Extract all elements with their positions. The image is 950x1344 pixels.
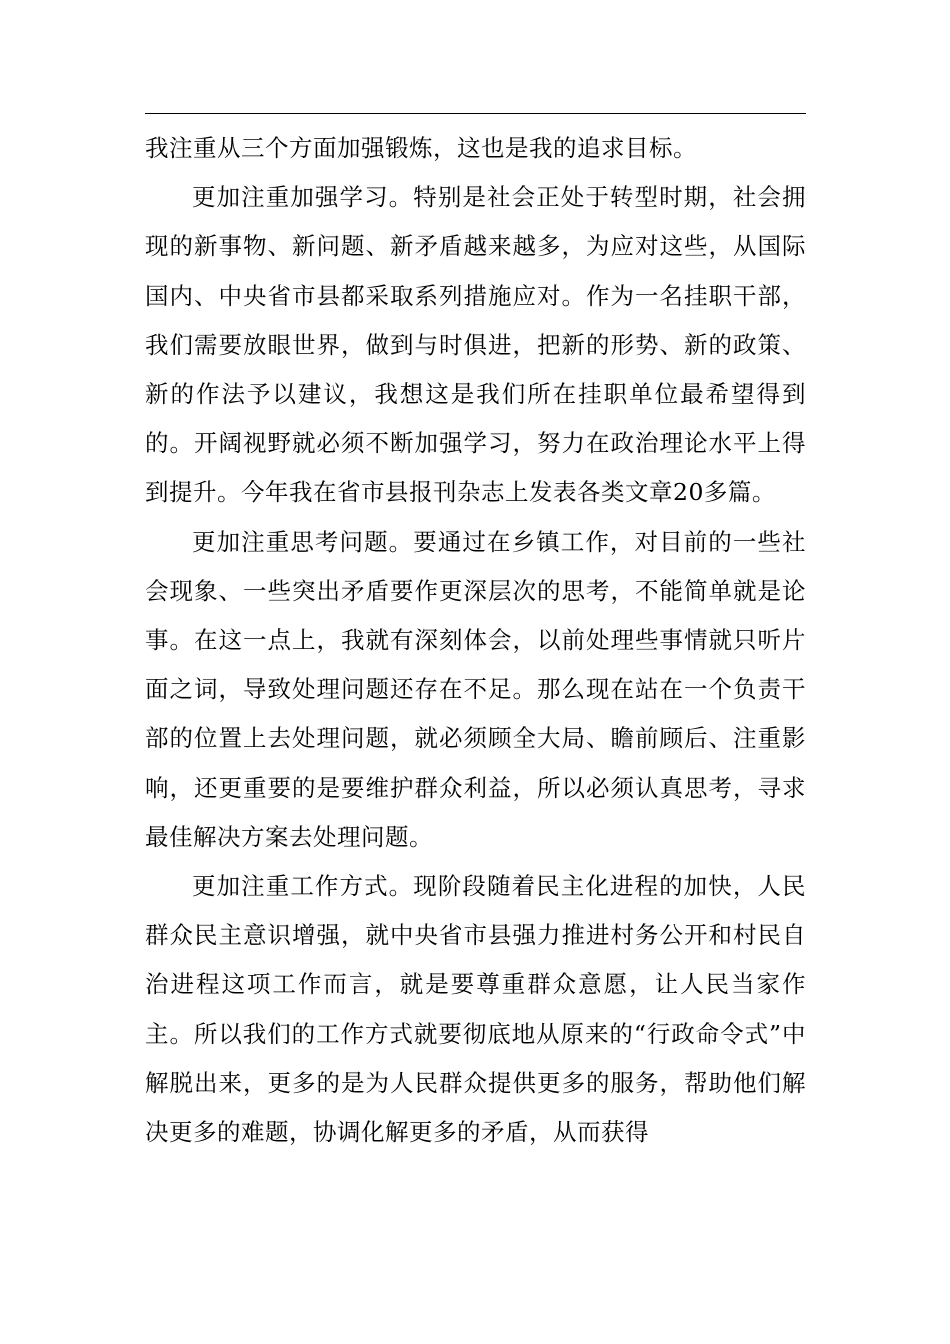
paragraph-working-style: 更加注重工作方式。现阶段随着民主化进程的加快，人民群众民主意识增强，就中央省市县强力推进村务公开和村民自治进程这项工作而言，就是要尊重群众意愿，让人民当家作主。所以我们的工作方式就要彻底地从原来的“行政命令式”中解脱出来，更多的是为人民群众提供更多的服务，帮助他们解决更多的难题，协调化解更多的矛盾，从而获得 <box>145 872 806 1147</box>
paragraph-continuation: 我注重从三个方面加强锻炼，这也是我的追求目标。 <box>145 134 697 162</box>
paragraph-study: 更加注重加强学习。特别是社会正处于转型时期，社会拥现的新事物、新问题、新矛盾越来越多，为应对这些，从国际国内、中央省市县都采取系列措施应对。作为一名挂职干部，我们需要放眼世界，做到与时俱进，把新的形势、新的政策、新的作法予以建议，我想这是我们所在挂职单位最希望得到的。开阔视野就必须不断加强学习，努力在政治理论水平上得到提升。今年我在省市县报刊杂志上发表各类文章20多篇。 <box>145 183 806 507</box>
document-body <box>145 124 806 1157</box>
header-rule <box>145 113 806 114</box>
paragraph-thinking: 更加注重思考问题。要通过在乡镇工作，对目前的一些社会现象、一些突出矛盾要作更深层次的思考，不能简单就是论事。在这一点上，我就有深刻体会，以前处理些事情就只听片面之词，导致处理问题还存在不足。那么现在站在一个负责干部的位置上去处理问题，就必须顾全大局、瞻前顾后、注重影响，还更重要的是要维护群众利益，所以必须认真思考，寻求最佳解决方案去处理问题。 <box>145 527 806 851</box>
